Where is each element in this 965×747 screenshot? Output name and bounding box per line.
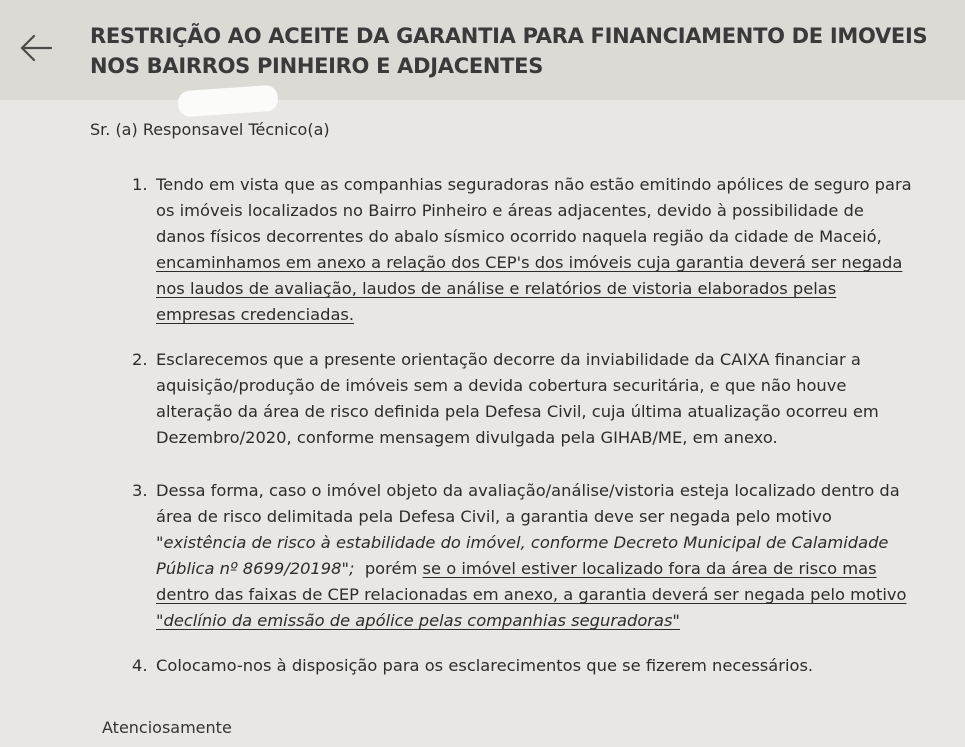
item-number: 2. — [132, 350, 148, 369]
subject-line-1: RESTRIÇÃO AO ACEITE DA GARANTIA PARA FINANCIAMENTO DE IMOVEIS — [90, 24, 928, 48]
item-text-line: Esclarecemos que a presente orientação decorre da inviabilidade da CAIXA financiar a — [156, 350, 861, 369]
email-header — [0, 0, 965, 100]
item-text-underlined: dentro das faixas de CEP relacionadas em anexo, a garantia deverá ser negada pelo motivo — [156, 585, 907, 604]
list-item — [132, 653, 932, 679]
item-text-line: área de risco delimitada pela Defesa Civil, a garantia deve ser negada pelo motivo — [156, 507, 832, 526]
item-text-underlined: empresas credenciadas. — [156, 305, 355, 324]
back-button[interactable] — [16, 28, 56, 68]
list-item — [132, 347, 932, 451]
closing: Atenciosamente — [102, 718, 232, 737]
item-text-underlined: nos laudos de avaliação, laudos de análise e relatórios de vistoria elaborados pelas — [156, 279, 837, 298]
item-text-line: danos físicos decorrentes do abalo sísmico ocorrido naquela região da cidade de Maceió, — [156, 227, 882, 246]
item-text-italic: "existência de risco à estabilidade do imóvel, conforme Decreto Municipal de Calamidade — [156, 533, 889, 552]
salutation: Sr. (a) Responsavel Técnico(a) — [90, 120, 330, 139]
list-item — [132, 478, 932, 634]
item-text-line: os imóveis localizados no Bairro Pinheiro e áreas adjacentes, devido à possibilidade de — [156, 201, 864, 220]
item-number: 1. — [132, 175, 148, 194]
item-text-line: Dessa forma, caso o imóvel objeto da avaliação/análise/vistoria esteja localizado dentro da — [156, 481, 900, 500]
item-number: 3. — [132, 481, 148, 500]
item-text-line: Colocamo-nos à disposição para os esclarecimentos que se fizerem necessários. — [156, 656, 814, 675]
arrow-left-icon — [19, 34, 53, 62]
item-text-line: Tendo em vista que as companhias seguradoras não estão emitindo apólices de seguro para — [156, 175, 912, 194]
item-text-line: Dezembro/2020, conforme mensagem divulgada pela GIHAB/ME, em anexo. — [156, 428, 778, 447]
item-text-line: porém — [364, 559, 418, 578]
item-text-line: alteração da área de risco definida pela Defesa Civil, cuja última atualização ocorreu em — [156, 402, 879, 421]
item-text-underlined: se o imóvel estiver localizado fora da área de risco mas — [422, 559, 877, 578]
item-text-line: aquisição/produção de imóveis sem a devida cobertura securitária, e que não houve — [156, 376, 847, 395]
item-text-underlined-italic: "declínio da emissão de apólice pelas companhias seguradoras" — [156, 611, 680, 630]
subject-line-2: NOS BAIRROS PINHEIRO E ADJACENTES — [90, 54, 544, 78]
item-text-underlined: encaminhamos em anexo a relação dos CEP's dos imóveis cuja garantia deverá ser negada — [156, 253, 903, 272]
list-item — [132, 172, 932, 328]
item-number: 4. — [132, 656, 148, 675]
item-text-italic: Pública nº 8699/20198"; — [156, 559, 355, 578]
email-subject — [90, 21, 940, 81]
